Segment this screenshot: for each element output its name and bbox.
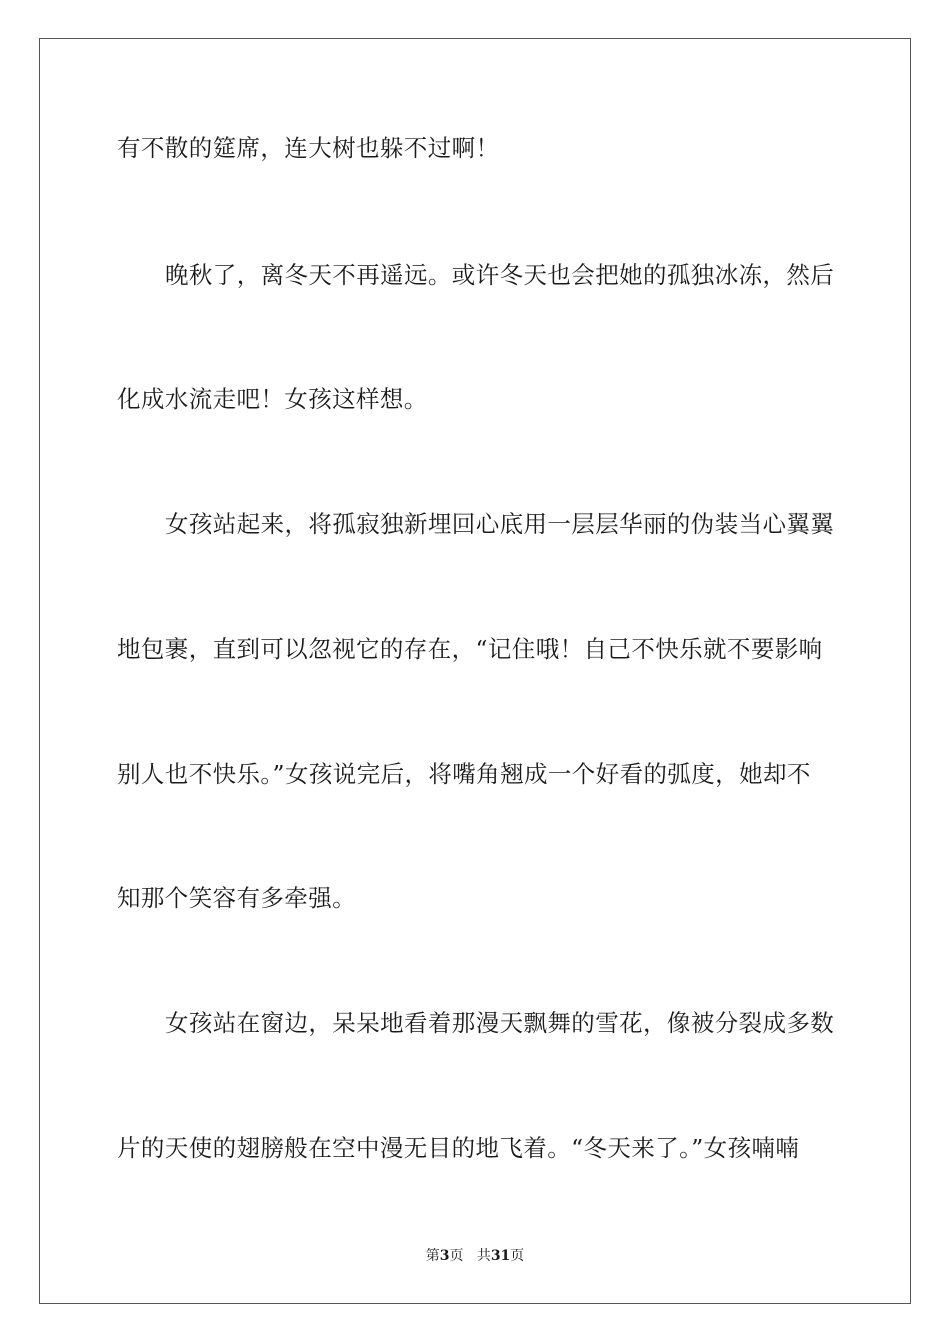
text-line: 化成水流走吧！女孩这样想。 <box>117 385 428 413</box>
text-line: 片的天使的翅膀般在空中漫无目的地飞着。“冬天来了。”女孩喃喃 <box>117 1134 800 1162</box>
page-prefix: 第 <box>425 1248 440 1264</box>
text-line: 地包裹，直到可以忽视它的存在，“记住哦！自己不快乐就不要影响 <box>117 635 823 663</box>
text-line: 知那个笑容有多牵强。 <box>117 884 356 912</box>
text-line: 有不散的筵席，连大树也躲不过啊！ <box>117 134 500 162</box>
paragraph-start-line: 女孩站在窗边，呆呆地看着那漫天飘舞的雪花，像被分裂成多数 <box>165 1009 835 1037</box>
paragraph-start-line: 女孩站起来，将孤寂独新埋回心底用一层层华丽的伪装当心翼翼 <box>165 510 835 538</box>
total-pages: 31 <box>490 1248 511 1264</box>
paragraph-start-line: 晚秋了，离冬天不再遥远。或许冬天也会把她的孤独冰冻，然后 <box>165 261 835 289</box>
page-suffix: 页 <box>449 1248 464 1264</box>
page-number: 3 <box>439 1248 450 1264</box>
text-line: 别人也不快乐。”女孩说完后，将嘴角翘成一个好看的弧度，她却不 <box>117 760 811 788</box>
total-prefix: 共 <box>476 1248 491 1264</box>
page-border <box>39 38 911 1304</box>
page-footer <box>0 1247 950 1265</box>
total-suffix: 页 <box>510 1248 525 1264</box>
